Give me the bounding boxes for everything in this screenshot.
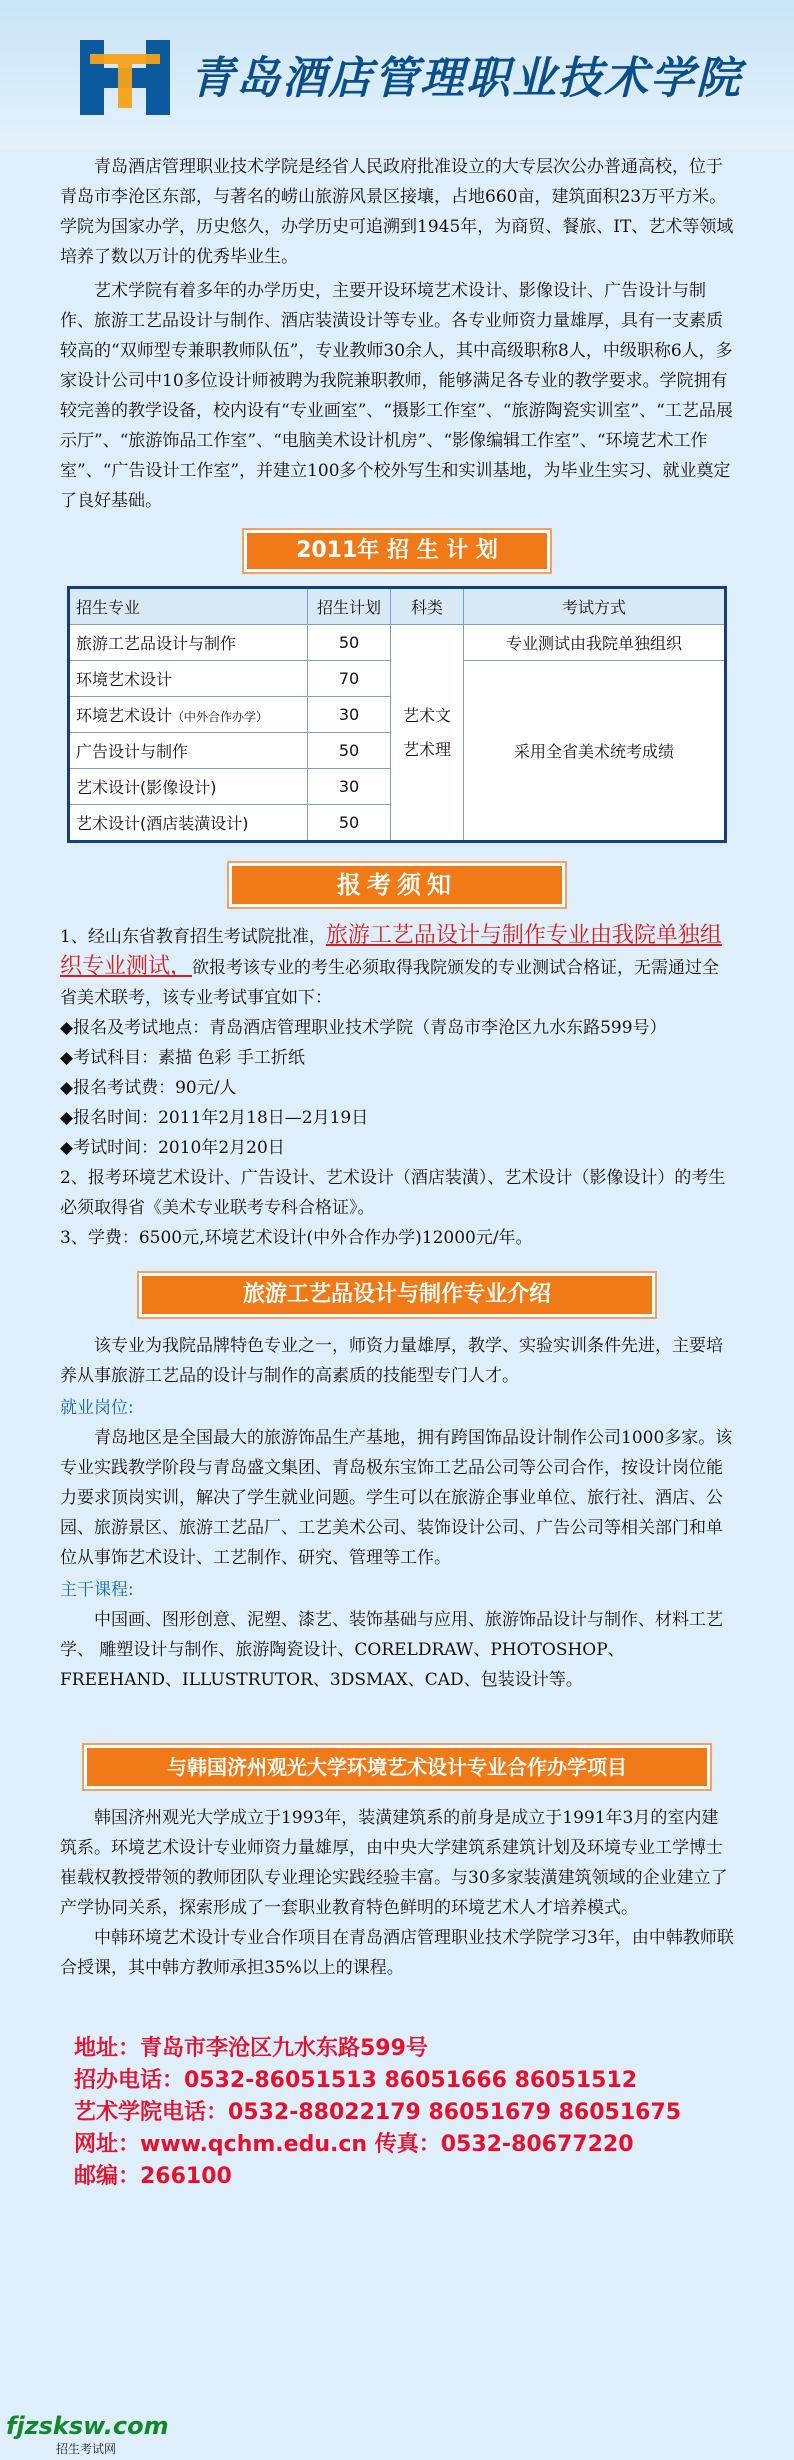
korea-paragraph-1: 韩国济州观光大学成立于1993年，装潢建筑系的前身是成立于1991年3月的室内建筑系。环境艺术设计专业师资力量雄厚，由中央大学建筑系建筑计划及环境专业工学博士崔载权教授带领的教师团队专业理论实践经验丰富。与30多家装潢建筑领域的企业建立了产学协同关系，探索形成了一套职业教育特色鲜明的环境艺术人才培养模式。 [60,1808,728,1918]
notice-reg-time: ◆报名时间：2011年2月18日—2月19日 [60,1108,369,1128]
korea-paragraph-2: 中韩环境艺术设计专业合作项目在青岛酒店管理职业技术学院学习3年，由中韩教师联合授课，其中韩方教师承担35%以上的课程。 [60,1928,734,1978]
header-major: 招生专业 [69,588,308,625]
contact-block [60,2033,734,2193]
main-content [0,152,794,2193]
major-plan: 70 [308,661,391,697]
school-name: 青岛酒店管理职业技术学院 [190,53,742,104]
header-type: 科类 [391,588,464,625]
intro-paragraph-1: 青岛酒店管理职业技术学院是经省人民政府批准设立的大专层次公办普通高校，位于青岛市李沧区东部，与著名的崂山旅游风景区接壤，占地660亩，建筑面积23万平方米。学院为国家办学，历史悠久，办学历史可追溯到1945年，为商贸、餐旅、IT、艺术等领域培养了数以万计的优秀毕业生。 [60,157,734,267]
major-name: 艺术设计(酒店装潢设计) [69,805,308,842]
header-plan: 招生计划 [308,588,391,625]
type-arts: 艺术文 [402,705,451,725]
major-name: 环境艺术设计 [69,661,308,697]
notice-section [60,921,734,1253]
table-row [69,625,726,661]
contact-zip: 邮编：266100 [74,2164,232,2189]
major-plan: 30 [308,697,391,733]
major-name: 旅游工艺品设计与制作 [69,625,308,661]
jobs-paragraph: 青岛地区是全国最大的旅游饰品生产基地，拥有跨国饰品设计制作公司1000多家。该专业实践教学阶段与青岛盛文集团、青岛极东宝饰工艺品公司等公司合作，按设计岗位能力要求顶岗实训，解决了学生就业问题。学生可以在旅游企事业单位、旅行社、酒店、公园、旅游景区、旅游工艺品厂、工艺美术公司、装饰设计公司、广告公司等相关部门和单位从事饰艺术设计、工艺制作、研究、管理等工作。 [60,1428,733,1568]
header-exam-way: 考试方式 [464,588,726,625]
jobs-label: 就业岗位: [60,1398,134,1418]
notice-item-1 [60,921,734,1013]
major-plan: 30 [308,769,391,805]
footer-logo-sub: 招生考试网 [56,2442,117,2456]
notice-fee: ◆报名考试费：90元/人 [60,1078,237,1098]
korea-banner: 与韩国济州观光大学环境艺术设计专业合作办学项目 [84,1745,710,1789]
header [0,0,794,150]
footer-logo [6,2412,176,2458]
major-intro: 该专业为我院品牌特色专业之一，师资力量雄厚，教学、实验实训条件先进，主要培养从事旅游工艺品的设计与制作的高素质的技能型专门人才。 [60,1336,723,1386]
footer-logo-text: fjzsksw.com [6,2412,169,2440]
major-name [69,697,308,733]
contact-phone: 招办电话：0532-86051513 86051666 86051512 [74,2068,638,2093]
intro-paragraph-2: 艺术学院有着多年的办学历史，主要开设环境艺术设计、影像设计、广告设计与制作、旅游工艺品设计与制作、酒店装潢设计等专业。各专业师资力量雄厚，具有一支素质较高的“双师型专兼职教师队伍”，专业教师30余人，其中高级职称8人，中级职称6人，多家设计公司中10多位设计师被聘为我院兼职教师，能够满足各专业的教学要求。学院拥有较完善的教学设备，校内设有“专业画室”、“摄影工作室”、“旅游陶瓷实训室”、“工艺品展示厅”、“旅游饰品工作室”、“电脑美术设计机房”、“影像编辑工作室”、“环境艺术工作室”、“广告设计工作室”，并建立100多个校外写生和实训基地，为毕业生实习、就业奠定了良好基础。 [60,281,733,511]
type-science: 艺术理 [402,739,451,759]
type-cell [391,625,464,842]
contact-art-phone: 艺术学院电话：0532-88022179 86051679 86051675 [74,2100,682,2125]
courses-label: 主干课程: [60,1580,134,1600]
plan-banner: 2011年 招 生 计 划 [244,530,550,572]
courses-paragraph: 中国画、图形创意、泥塑、漆艺、装饰基础与应用、旅游饰品设计与制作、材料工艺学、 雕塑设计与制作、旅游陶瓷设计、CORELDRAW、PHOTOSHOP、FREEHAND、ILLUSTRUTOR、3DSMAX、CAD、包装设计等。 [60,1610,723,1690]
notice-item-2: 2、报考环境艺术设计、广告设计、艺术设计（酒店装潢）、艺术设计（影像设计）的考生必须取得省《美术专业联考专科合格证》。 [60,1168,726,1218]
major-name: 广告设计与制作 [69,733,308,769]
major-banner: 旅游工艺品设计与制作专业介绍 [139,1273,655,1317]
notice-place: ◆报名及考试地点：青岛酒店管理职业技术学院（青岛市李沧区九水东路599号） [60,1018,667,1038]
exam-way-unified: 采用全省美术统考成绩 [464,661,726,842]
major-plan: 50 [308,805,391,842]
major-note: （中外合作办学） [172,710,269,724]
notice-exam-time: ◆考试时间：2010年2月20日 [60,1138,285,1158]
major-plan: 50 [308,733,391,769]
notice-banner: 报考须知 [229,863,565,907]
notice-item-3: 3、学费：6500元,环境艺术设计(中外合作办学)12000元/年。 [60,1228,533,1248]
school-logo-icon [70,30,180,125]
notice-item-1-suffix: 欲报考该专业的考生必须取得我院颁发的专业测试合格证，无需通过全省美术联考，该专业考试事宜如下： [60,958,720,1008]
major-name: 艺术设计(影像设计) [69,769,308,805]
notice-item-1-prefix: 1、经山东省教育招生考试院批准， [60,927,326,947]
notice-highlight: 旅游工艺品设计与制作专业由我院单独组织专业测试， [60,923,722,979]
exam-way-independent: 专业测试由我院单独组织 [464,625,726,661]
table-header-row [69,588,726,625]
contact-address: 地址：青岛市李沧区九水东路599号 [74,2036,428,2061]
major-name-text: 环境艺术设计 [76,706,173,725]
contact-web: 网址：www.qchm.edu.cn 传真：0532-80677220 [74,2132,634,2157]
major-plan: 50 [308,625,391,661]
enrollment-plan-table [67,586,727,843]
notice-subjects: ◆考试科目：素描 色彩 手工折纸 [60,1048,305,1068]
